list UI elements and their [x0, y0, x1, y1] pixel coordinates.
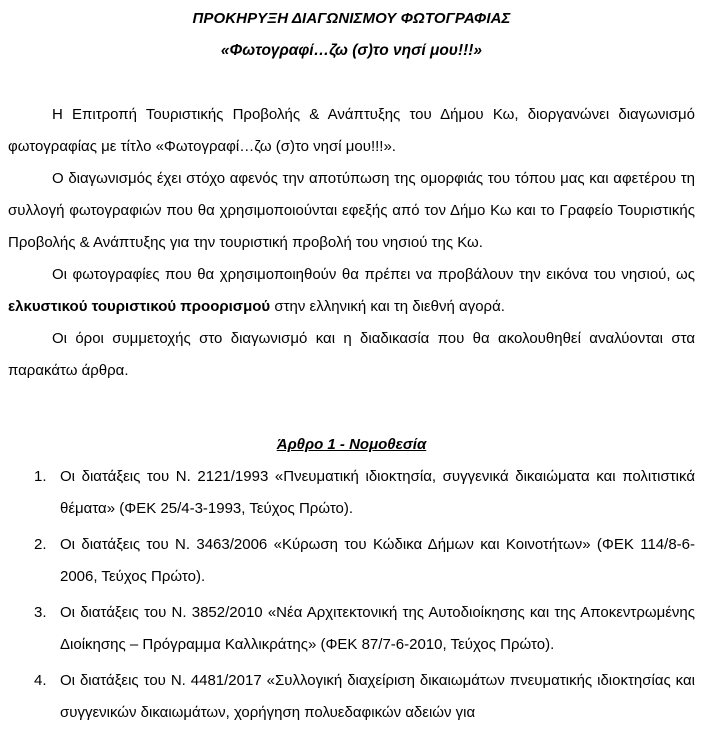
list-item	[8, 461, 695, 525]
list-item-text: Οι διατάξεις του Ν. 2121/1993 «Πνευματική ιδιοκτησία, συγγενικά δικαιώματα και πολιτιστικά θέματα» (ΦΕΚ 25/4-3-1993, Τεύχος Πρώτο).	[60, 468, 695, 517]
list-item	[8, 529, 695, 593]
list-item-number: 3.	[34, 604, 47, 621]
photos-paragraph-emphasis: ελκυστικού τουριστικού προορισμού	[8, 298, 271, 315]
document-title: ΠΡΟΚΗΡΥΞΗ ΔΙΑΓΩΝΙΣΜΟΥ ΦΩΤΟΓΡΑΦΙΑΣ	[192, 10, 511, 27]
document-subtitle: «Φωτογραφί…ζω (σ)το νησί μου!!!»	[220, 42, 483, 59]
intro-paragraph: Η Επιτροπή Τουριστικής Προβολής & Ανάπτυξης του Δήμου Κω, διοργανώνει διαγωνισμό φωτογραφίας με τίτλο «Φωτογραφί…ζω (σ)το νησί μου!!!».	[8, 106, 695, 155]
list-item-text: Οι διατάξεις του Ν. 3463/2006 «Κύρωση του Κώδικα Δήμων και Κοινοτήτων» (ΦΕΚ 114/8-6-2006, Τεύχος Πρώτο).	[60, 536, 695, 585]
photos-paragraph-start: Οι φωτογραφίες που θα χρησιμοποιηθούν θα πρέπει να προβάλουν την εικόνα του νησιού, ως	[52, 266, 695, 283]
list-item	[8, 597, 695, 661]
list-item-text: Οι διατάξεις του Ν. 3852/2010 «Νέα Αρχιτεκτονική της Αυτοδιοίκησης και της Αποκεντρωμένης Διοίκησης – Πρόγραμμα Καλλικράτης» (ΦΕΚ 87/7-6-2010, Τεύχος Πρώτο).	[60, 604, 695, 653]
list-item-number: 4.	[34, 672, 47, 689]
goal-paragraph: Ο διαγωνισμός έχει στόχο αφενός την αποτύπωση της ομορφιάς του τόπου μας και αφετέρου τη συλλογή φωτογραφιών που θα χρησιμοποιούνται εφεξής από τον Δήμο Κω και το Γραφείο Τουριστικής Προβολής & Ανάπτυξης για την τουριστική προβολή του νησιού της Κω.	[8, 170, 695, 251]
list-item-number: 2.	[34, 536, 47, 553]
list-item	[8, 665, 695, 729]
terms-paragraph: Οι όροι συμμετοχής στο διαγωνισμό και η διαδικασία που θα ακολουθηθεί αναλύονται στα παρακάτω άρθρα.	[8, 330, 695, 379]
photos-paragraph	[8, 259, 695, 323]
legislation-list	[8, 461, 695, 729]
article-1-title: Άρθρο 1 - Νομοθεσία	[276, 436, 427, 453]
photos-paragraph-end: στην ελληνική και τη διεθνή αγορά.	[270, 298, 505, 315]
list-item-number: 1.	[34, 468, 47, 485]
list-item-text: Οι διατάξεις του Ν. 4481/2017 «Συλλογική διαχείριση δικαιωμάτων πνευματικής ιδιοκτησίας και συγγενικών δικαιωμάτων, χορήγηση πολυεδαφικών αδειών για	[60, 672, 695, 721]
